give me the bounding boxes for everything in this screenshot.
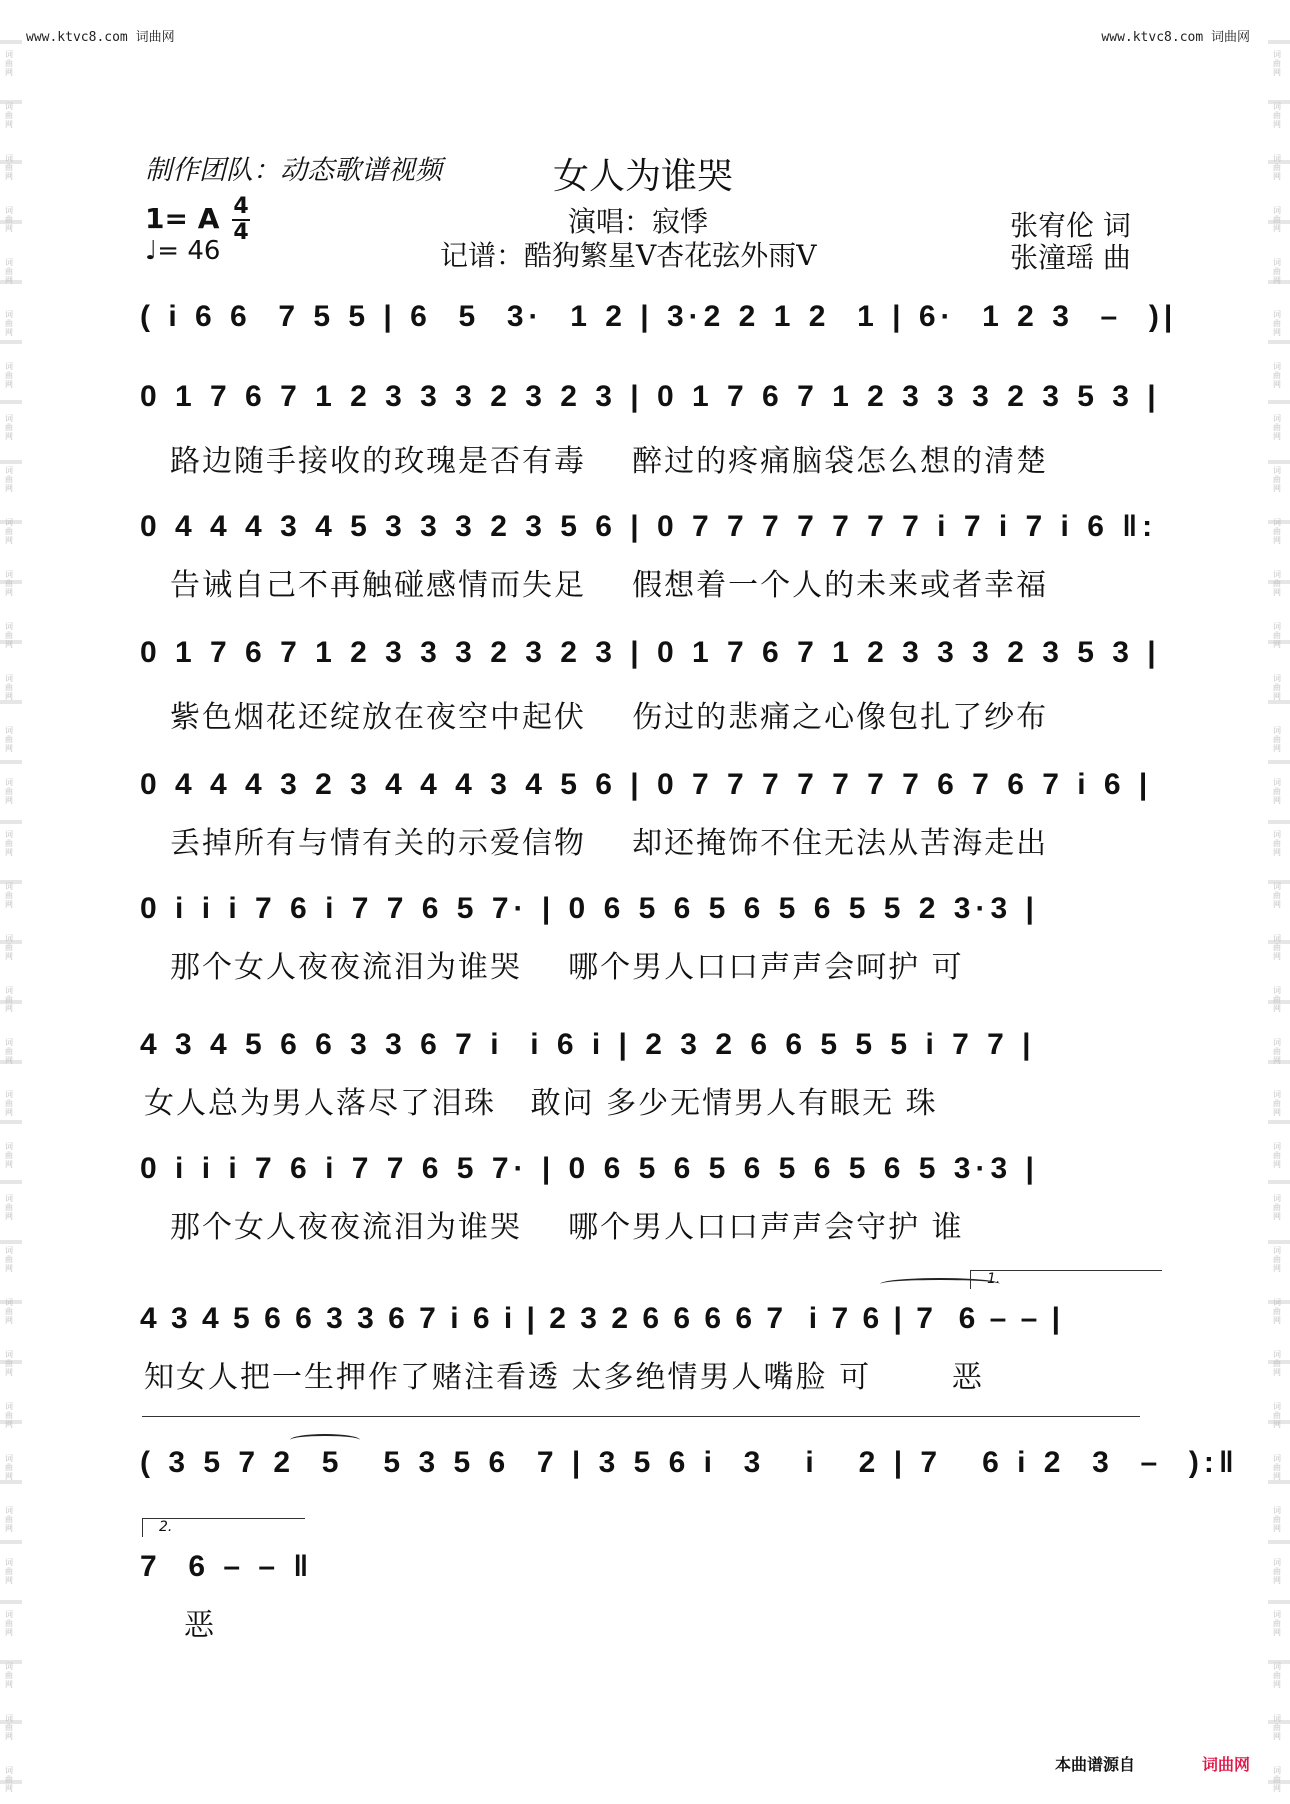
tempo-marking: ♩= 46 (145, 236, 221, 266)
side-watermark-glyph: 词 曲 网 (5, 1506, 13, 1533)
watermark-url-left: www.ktvc8.com 词曲网 (26, 30, 175, 45)
side-watermark-glyph: 词 曲 网 (1273, 206, 1281, 233)
side-watermark-glyph: 词 曲 网 (5, 778, 13, 805)
side-watermark-glyph: 词 曲 网 (1273, 1350, 1281, 1377)
transcriber-credit: 记谱：酷狗繁星V杏花弦外雨V (440, 239, 817, 272)
side-watermark-glyph: 词 曲 网 (1273, 466, 1281, 493)
lyrics-line: 紫色烟花还绽放在夜空中起伏 伤过的悲痛之心像包扎了纱布 (170, 700, 1049, 735)
side-watermark-glyph: 词 曲 网 (1273, 1558, 1281, 1585)
side-watermark-glyph: 词 曲 网 (5, 1610, 13, 1637)
composer-credit: 张潼瑶 曲 (1010, 241, 1131, 274)
side-watermark-glyph: 词 曲 网 (5, 986, 13, 1013)
side-watermark-glyph: 词 曲 网 (1273, 1142, 1281, 1169)
side-watermark-glyph: 词 曲 网 (5, 934, 13, 961)
side-watermark-glyph: 词 曲 网 (1273, 1506, 1281, 1533)
tie-slur (290, 1434, 360, 1446)
side-watermark-glyph: 词 曲 网 (1273, 258, 1281, 285)
song-title: 女人为谁哭 (553, 156, 734, 197)
side-watermark-glyph: 词 曲 网 (5, 622, 13, 649)
time-signature-top: 4 (233, 194, 249, 219)
side-watermark-glyph: 词 曲 网 (1273, 570, 1281, 597)
lyrics-line: 那个女人夜夜流泪为谁哭 哪个男人口口声声会守护 谁 (170, 1210, 964, 1245)
side-watermark-glyph: 词 曲 网 (5, 1038, 13, 1065)
side-watermark-glyph: 词 曲 网 (1273, 310, 1281, 337)
lyrics-line: 那个女人夜夜流泪为谁哭 哪个男人口口声声会呵护 可 (170, 950, 964, 985)
side-watermark-glyph: 词 曲 网 (1273, 622, 1281, 649)
side-watermark-glyph: 词 曲 网 (5, 414, 13, 441)
side-watermark-glyph: 词 曲 网 (5, 102, 13, 129)
lyricist-credit: 张宥伦 词 (1010, 209, 1131, 242)
side-watermark-glyph: 词 曲 网 (1273, 154, 1281, 181)
section-divider (142, 1416, 1140, 1417)
side-watermark-glyph: 词 曲 网 (5, 206, 13, 233)
side-watermark-glyph: 词 曲 网 (1273, 882, 1281, 909)
footer-source-label: 本曲谱源自 (1055, 1755, 1136, 1774)
side-watermark-glyph: 词 曲 网 (5, 258, 13, 285)
side-watermark-glyph: 词 曲 网 (5, 1766, 13, 1793)
notation-line: 0 i i i 7 6 i 7 7 6 5 7· | 0 6 5 6 5 6 5 6 5 5 2 3·3 | (140, 892, 1039, 925)
left-watermark-strip (0, 0, 22, 1804)
side-watermark-glyph: 词 曲 网 (5, 1454, 13, 1481)
side-watermark-glyph: 词 曲 网 (5, 1402, 13, 1429)
side-watermark-glyph: 词 曲 网 (1273, 1194, 1281, 1221)
side-watermark-glyph: 词 曲 网 (5, 726, 13, 753)
side-watermark-glyph: 词 曲 网 (5, 466, 13, 493)
side-watermark-glyph: 词 曲 网 (1273, 1662, 1281, 1689)
lyrics-line: 路边随手接收的玫瑰是否有毒 醉过的疼痛脑袋怎么想的清楚 (170, 444, 1049, 479)
lyrics-line: 女人总为男人落尽了泪珠 敢问 多少无情男人有眼无 珠 (144, 1086, 938, 1121)
lyrics-line: 丢掉所有与情有关的示爱信物 却还掩饰不住无法从苦海走出 (170, 826, 1049, 861)
lyrics-line: 恶 (184, 1608, 216, 1643)
side-watermark-glyph: 词 曲 网 (5, 570, 13, 597)
notation-line: 0 i i i 7 6 i 7 7 6 5 7· | 0 6 5 6 5 6 5 6 5 6 5 3·3 | (140, 1152, 1039, 1185)
side-watermark-glyph: 词 曲 网 (1273, 1402, 1281, 1429)
right-watermark-strip (1268, 0, 1290, 1804)
side-watermark-glyph: 词 曲 网 (1273, 1766, 1281, 1793)
side-watermark-glyph: 词 曲 网 (5, 154, 13, 181)
side-watermark-glyph: 词 曲 网 (5, 1246, 13, 1273)
singer-credit: 演唱：寂悸 (568, 205, 709, 238)
side-watermark-glyph: 词 曲 网 (5, 1194, 13, 1221)
side-watermark-glyph: 词 曲 网 (5, 310, 13, 337)
side-watermark-glyph: 词 曲 网 (5, 882, 13, 909)
side-watermark-glyph: 词 曲 网 (5, 674, 13, 701)
footer-site-logo[interactable]: 词曲网 (1202, 1755, 1251, 1774)
side-watermark-glyph: 词 曲 网 (5, 830, 13, 857)
lyrics-line: 告诫自己不再触碰感情而失足 假想着一个人的未来或者幸福 (170, 568, 1049, 603)
notation-line: 0 4 4 4 3 4 5 3 3 3 2 3 5 6 | 0 7 7 7 7 7 7 7 i 7 i 7 i 6 ‖: (140, 510, 1158, 543)
side-watermark-glyph: 词 曲 网 (1273, 1714, 1281, 1741)
notation-line: 4 3 4 5 6 6 3 3 6 7 i i 6 i | 2 3 2 6 6 5 5 5 i 7 7 | (140, 1028, 1036, 1061)
side-watermark-glyph: 词 曲 网 (1273, 986, 1281, 1013)
side-watermark-glyph: 词 曲 网 (1273, 1454, 1281, 1481)
side-watermark-glyph: 词 曲 网 (1273, 674, 1281, 701)
side-watermark-glyph: 词 曲 网 (1273, 726, 1281, 753)
notation-line: 0 4 4 4 3 2 3 4 4 4 3 4 5 6 | 0 7 7 7 7 7 7 7 6 7 6 7 i 6 | (140, 768, 1153, 801)
time-signature (232, 196, 250, 244)
notation-line: ( i 6 6 7 5 5 | 6 5 3· 1 2 | 3·2 2 1 2 1 | 6· 1 2 3 – )| (140, 300, 1178, 333)
notation-line: ( 3 5 7 2 5 5 3 5 6 7 | 3 5 6 i 3 i 2 | 7 6 i 2 3 – ):‖ (140, 1446, 1239, 1479)
key-signature: 1= A (145, 202, 220, 235)
side-watermark-glyph: 词 曲 网 (5, 1714, 13, 1741)
side-watermark-glyph: 词 曲 网 (5, 518, 13, 545)
side-watermark-glyph: 词 曲 网 (1273, 1090, 1281, 1117)
production-credit: 制作团队：动态歌谱视频 (145, 155, 442, 186)
side-watermark-glyph: 词 曲 网 (1273, 414, 1281, 441)
side-watermark-glyph: 词 曲 网 (1273, 518, 1281, 545)
first-ending-bracket: 1. (970, 1270, 1162, 1289)
notation-line: 7 6 – – ‖ (140, 1550, 314, 1583)
time-signature-bottom: 4 (233, 220, 249, 245)
side-watermark-glyph: 词 曲 网 (1273, 1038, 1281, 1065)
side-watermark-glyph: 词 曲 网 (5, 1662, 13, 1689)
side-watermark-glyph: 词 曲 网 (1273, 362, 1281, 389)
side-watermark-glyph: 词 曲 网 (1273, 50, 1281, 77)
side-watermark-glyph: 词 曲 网 (5, 1298, 13, 1325)
side-watermark-glyph: 词 曲 网 (5, 50, 13, 77)
side-watermark-glyph: 词 曲 网 (5, 1350, 13, 1377)
side-watermark-glyph: 词 曲 网 (5, 1090, 13, 1117)
side-watermark-glyph: 词 曲 网 (1273, 830, 1281, 857)
watermark-url-right: www.ktvc8.com 词曲网 (1101, 30, 1250, 45)
side-watermark-glyph: 词 曲 网 (1273, 102, 1281, 129)
side-watermark-glyph: 词 曲 网 (1273, 934, 1281, 961)
notation-line: 0 1 7 6 7 1 2 3 3 3 2 3 2 3 | 0 1 7 6 7 1 2 3 3 3 2 3 5 3 | (140, 380, 1161, 413)
side-watermark-glyph: 词 曲 网 (5, 362, 13, 389)
notation-line: 4 3 4 5 6 6 3 3 6 7 i 6 i | 2 3 2 6 6 6 6 7 i 7 6 | 7 6 – – | (140, 1302, 1064, 1335)
side-watermark-glyph: 词 曲 网 (1273, 1246, 1281, 1273)
lyrics-line: 知女人把一生押作了赌注看透 太多绝情男人嘴脸 可 恶 (144, 1360, 984, 1395)
second-ending-bracket: 2. (142, 1518, 305, 1537)
notation-line: 0 1 7 6 7 1 2 3 3 3 2 3 2 3 | 0 1 7 6 7 1 2 3 3 3 2 3 5 3 | (140, 636, 1161, 669)
side-watermark-glyph: 词 曲 网 (5, 1558, 13, 1585)
side-watermark-glyph: 词 曲 网 (1273, 1298, 1281, 1325)
side-watermark-glyph: 词 曲 网 (1273, 778, 1281, 805)
side-watermark-glyph: 词 曲 网 (5, 1142, 13, 1169)
side-watermark-glyph: 词 曲 网 (1273, 1610, 1281, 1637)
